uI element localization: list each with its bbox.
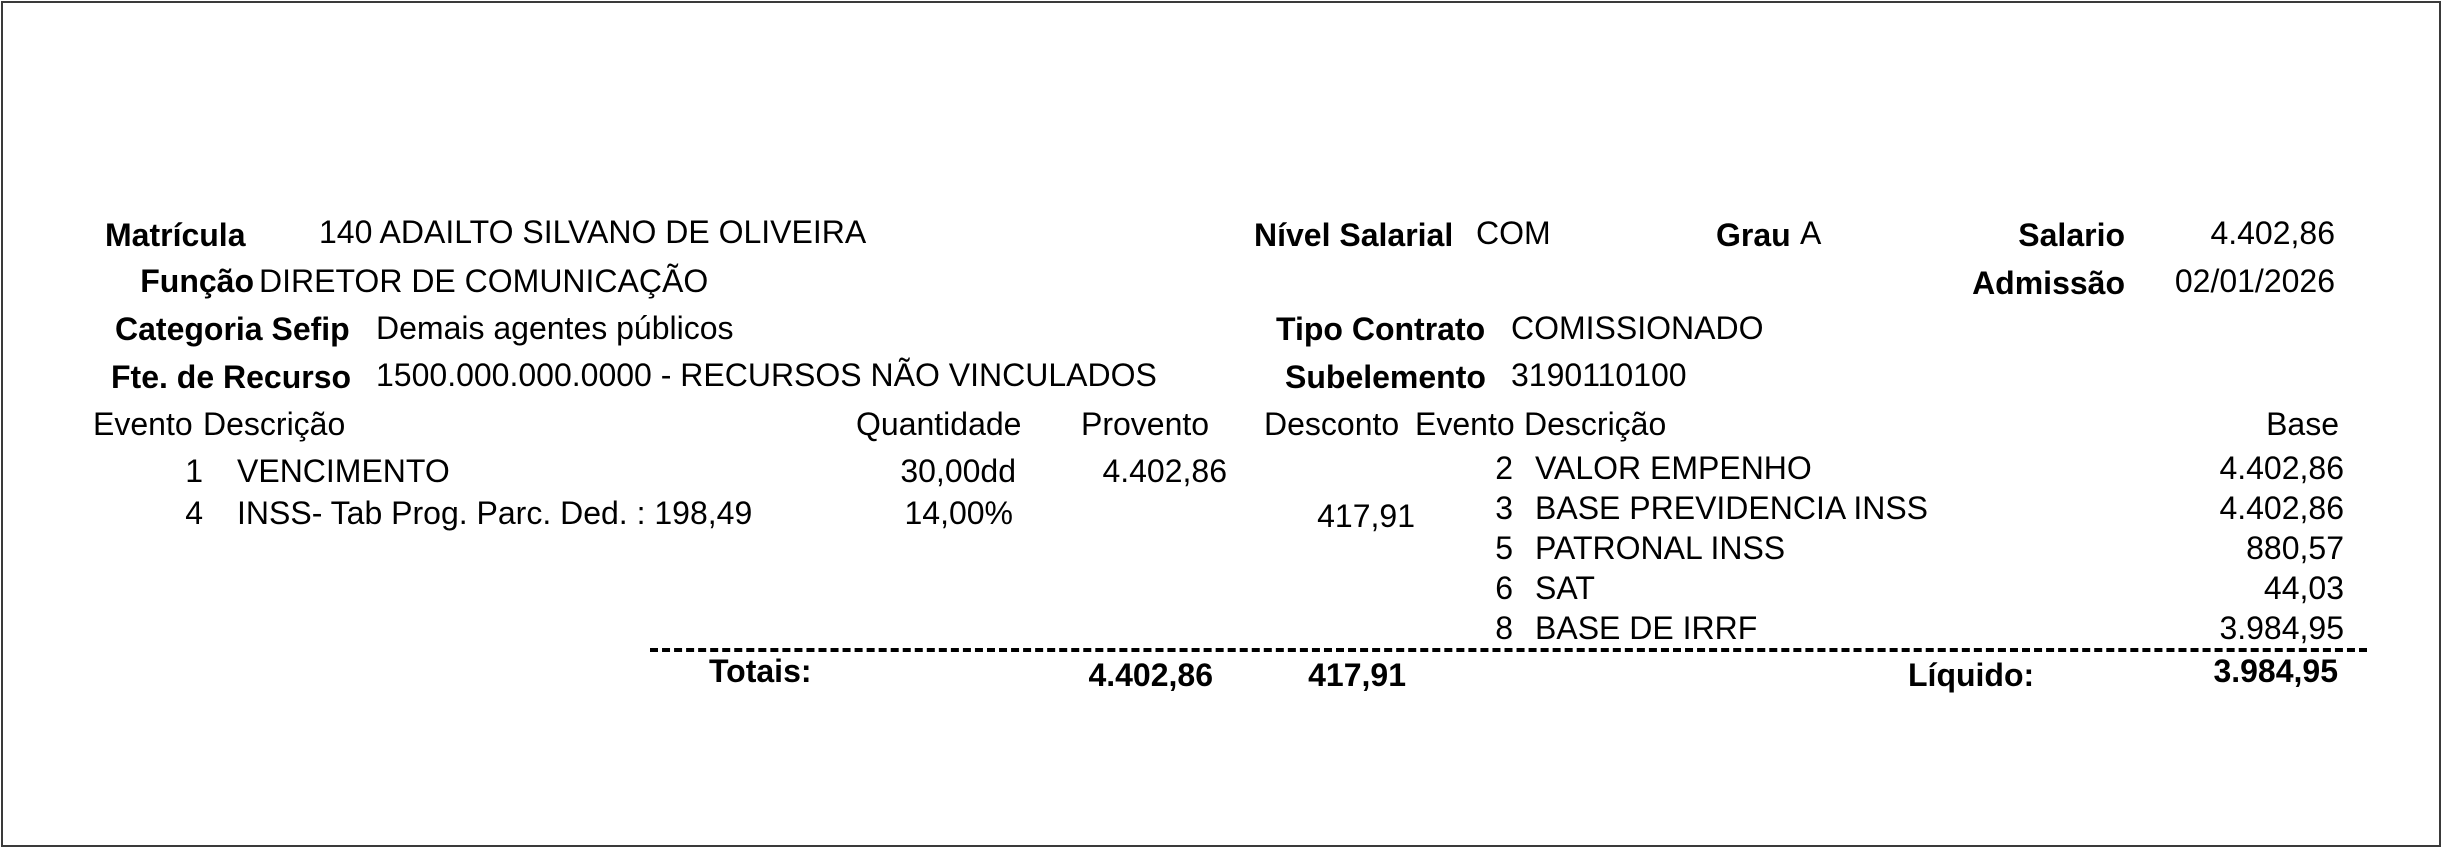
base-description: BASE DE IRRF [1535, 610, 1758, 646]
nivel-salarial-label: Nível Salarial [1254, 217, 1454, 253]
grau-label: Grau [1716, 217, 1791, 253]
fte-recurso-label: Fte. de Recurso [111, 359, 352, 395]
event-desconto: 417,91 [1317, 498, 1415, 534]
totals-separator [650, 648, 2367, 652]
salario-value: 4.402,86 [2210, 215, 2335, 251]
base-value: 44,03 [2263, 570, 2344, 606]
base-description: BASE PREVIDENCIA INSS [1535, 490, 1929, 526]
col-header-evento: Evento [93, 406, 193, 442]
matricula-value: 140 ADAILTO SILVANO DE OLIVEIRA [319, 214, 867, 250]
event-description: INSS- Tab Prog. Parc. Ded. : 198,49 [237, 495, 753, 531]
total-provento: 4.402,86 [1088, 657, 1213, 693]
base-value: 3.984,95 [2219, 610, 2344, 646]
funcao-label: Função [140, 263, 254, 299]
tipo-contrato-value: COMISSIONADO [1511, 310, 1764, 346]
funcao-value: DIRETOR DE COMUNICAÇÃO [259, 263, 709, 299]
salario-label: Salario [2018, 217, 2125, 253]
payslip-frame [1, 1, 2441, 847]
admissao-label: Admissão [1972, 265, 2125, 301]
tipo-contrato-label: Tipo Contrato [1276, 311, 1486, 347]
base-event-code: 2 [1495, 450, 1513, 486]
liquido-label: Líquido: [1908, 657, 2035, 693]
col-header-desconto: Desconto [1264, 406, 1400, 442]
event-code: 1 [185, 453, 203, 489]
categoria-sefip-label: Categoria Sefip [115, 311, 350, 347]
event-quantity: 30,00dd [900, 453, 1016, 489]
totals-label: Totais: [709, 653, 812, 689]
base-description: SAT [1535, 570, 1595, 606]
subelemento-label: Subelemento [1285, 359, 1486, 395]
categoria-sefip-value: Demais agentes públicos [376, 310, 734, 346]
fte-recurso-value: 1500.000.000.0000 - RECURSOS NÃO VINCULADOS [376, 357, 1157, 393]
total-desconto: 417,91 [1308, 657, 1406, 693]
base-value: 4.402,86 [2219, 450, 2344, 486]
base-event-code: 6 [1495, 570, 1513, 606]
base-event-code: 3 [1495, 490, 1513, 526]
col-header-descricao: Descrição [203, 406, 346, 442]
col-header-base: Base [2266, 406, 2339, 442]
col-header-quantidade: Quantidade [856, 406, 1022, 442]
base-value: 4.402,86 [2219, 490, 2344, 526]
event-description: VENCIMENTO [237, 453, 450, 489]
admissao-value: 02/01/2026 [2174, 263, 2335, 299]
subelemento-value: 3190110100 [1511, 357, 1687, 393]
base-description: VALOR EMPENHO [1535, 450, 1812, 486]
event-quantity: 14,00% [904, 495, 1013, 531]
base-value: 880,57 [2246, 530, 2344, 566]
col-header-evento-base: Evento [1415, 406, 1515, 442]
col-header-descricao-base: Descrição [1524, 406, 1667, 442]
base-description: PATRONAL INSS [1535, 530, 1786, 566]
nivel-salarial-value: COM [1476, 215, 1551, 251]
base-event-code: 8 [1495, 610, 1513, 646]
col-header-provento: Provento [1081, 406, 1210, 442]
grau-value: A [1800, 215, 1822, 251]
base-event-code: 5 [1495, 530, 1513, 566]
liquido-value: 3.984,95 [2213, 653, 2338, 689]
matricula-label: Matrícula [105, 217, 246, 253]
event-provento: 4.402,86 [1102, 453, 1227, 489]
event-code: 4 [185, 495, 203, 531]
